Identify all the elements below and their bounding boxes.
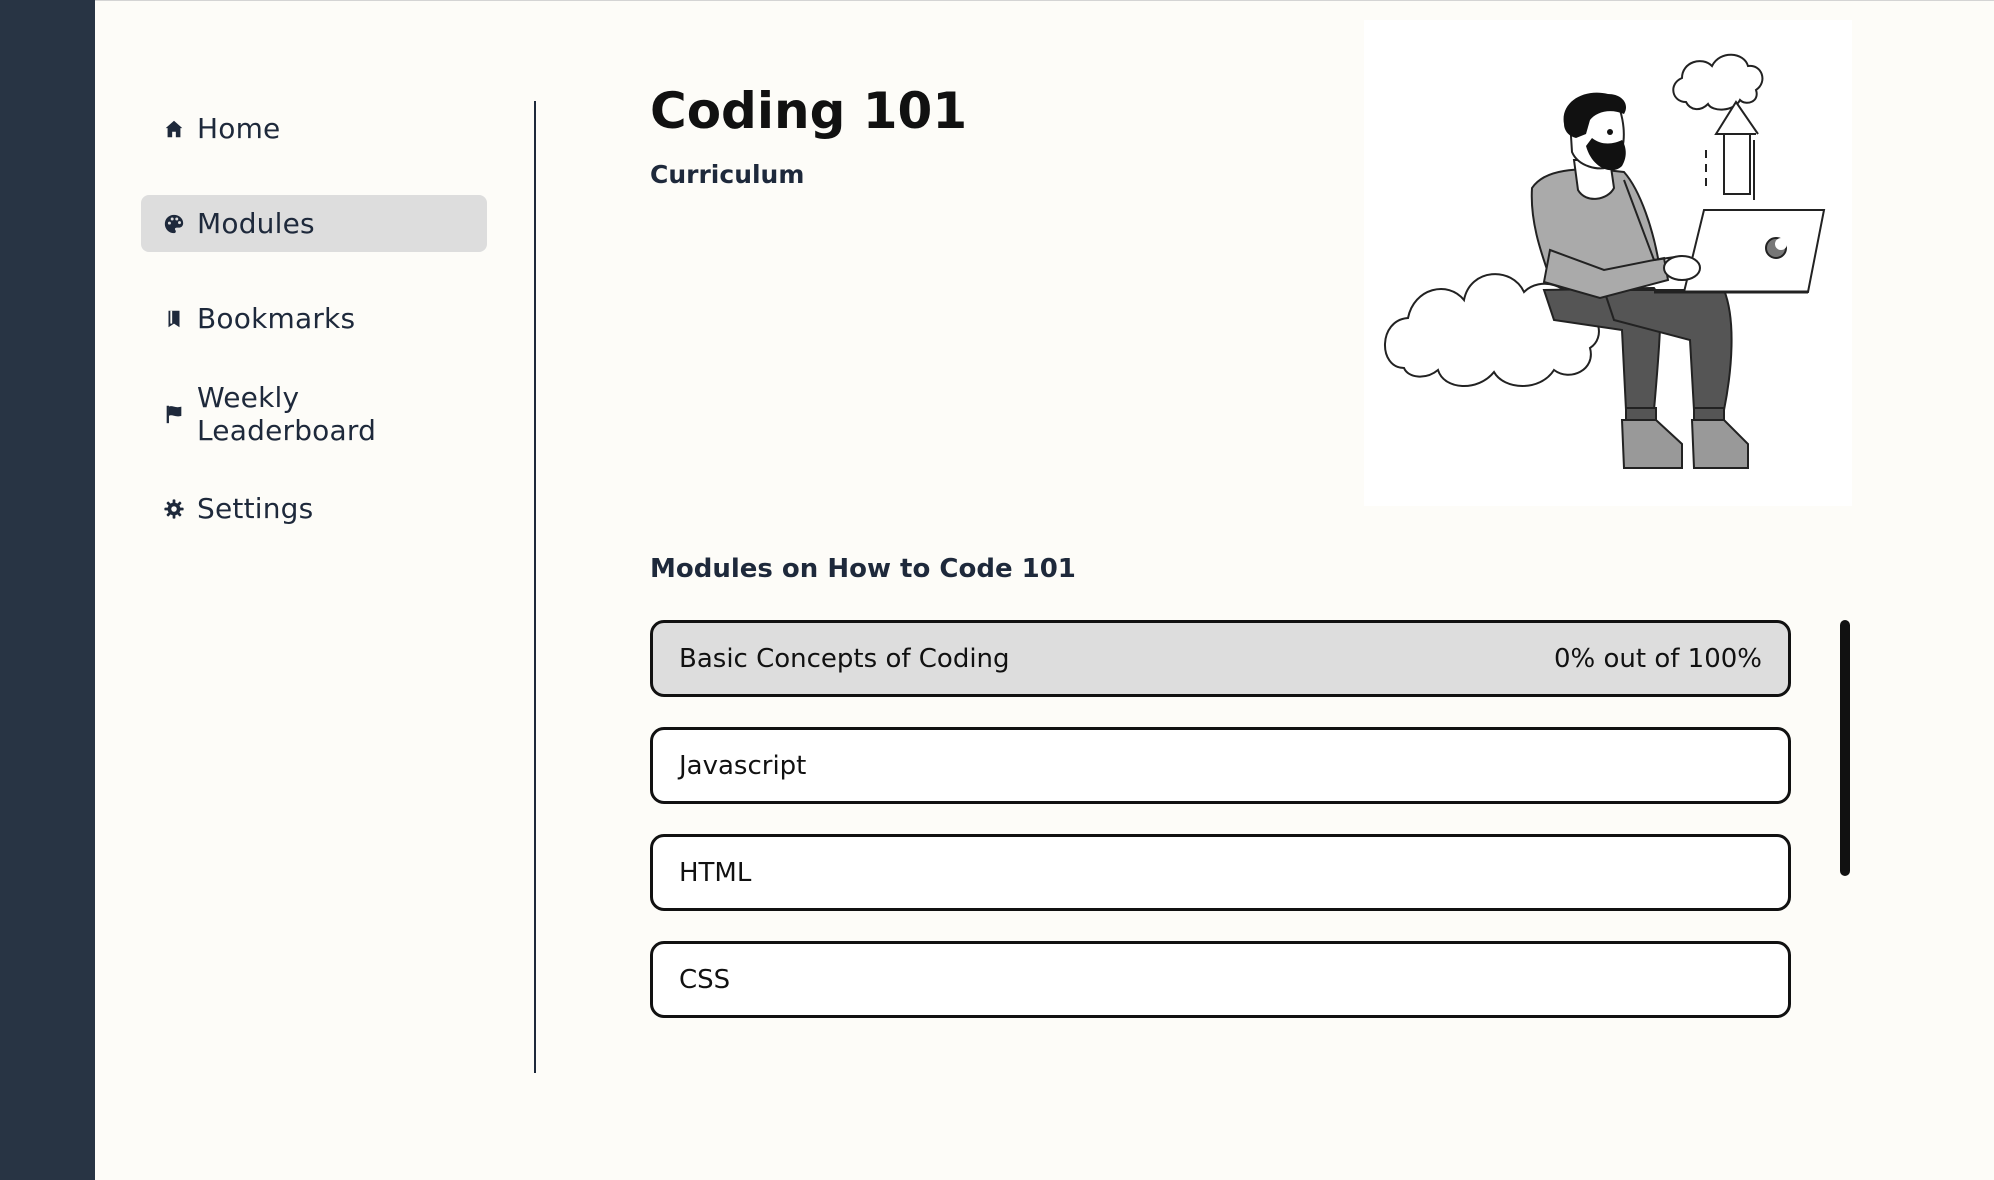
gear-icon <box>163 498 185 520</box>
module-item[interactable] <box>650 941 1791 1018</box>
home-icon <box>163 118 185 140</box>
side-rail <box>0 0 95 1180</box>
module-list-scrollbar[interactable] <box>1840 620 1850 876</box>
modules-section-heading: Modules on How to Code 101 <box>650 554 1076 584</box>
sidebar-item-label: Weekly Leaderboard <box>197 380 377 447</box>
module-list <box>650 620 1791 1048</box>
page-subtitle: Curriculum <box>650 160 805 189</box>
module-title: HTML <box>679 857 752 888</box>
sidebar-item-settings[interactable] <box>141 480 487 537</box>
bookmark-icon <box>163 308 185 330</box>
sidebar-nav <box>141 100 487 575</box>
sidebar-item-label: Bookmarks <box>197 302 356 335</box>
sidebar-item-weekly-leaderboard[interactable] <box>141 380 487 447</box>
module-item[interactable] <box>650 620 1791 697</box>
top-border <box>0 0 1994 1</box>
sidebar-item-home[interactable] <box>141 100 487 157</box>
module-title: Basic Concepts of Coding <box>679 643 1010 674</box>
sidebar-item-modules[interactable] <box>141 195 487 252</box>
module-title: CSS <box>679 964 731 995</box>
sidebar-item-label: Settings <box>197 492 314 525</box>
page-title: Coding 101 <box>650 82 968 140</box>
person-with-laptop-illustration <box>1364 20 1852 506</box>
module-title: Javascript <box>679 750 807 781</box>
flag-icon <box>163 403 185 425</box>
vertical-divider <box>534 101 536 1073</box>
module-item[interactable] <box>650 727 1791 804</box>
sidebar-item-label: Modules <box>197 207 315 240</box>
module-item[interactable] <box>650 834 1791 911</box>
sidebar-item-label: Home <box>197 112 281 145</box>
palette-icon <box>163 213 185 235</box>
sidebar-item-bookmarks[interactable] <box>141 290 487 347</box>
module-progress: 0% out of 100% <box>1553 643 1762 674</box>
